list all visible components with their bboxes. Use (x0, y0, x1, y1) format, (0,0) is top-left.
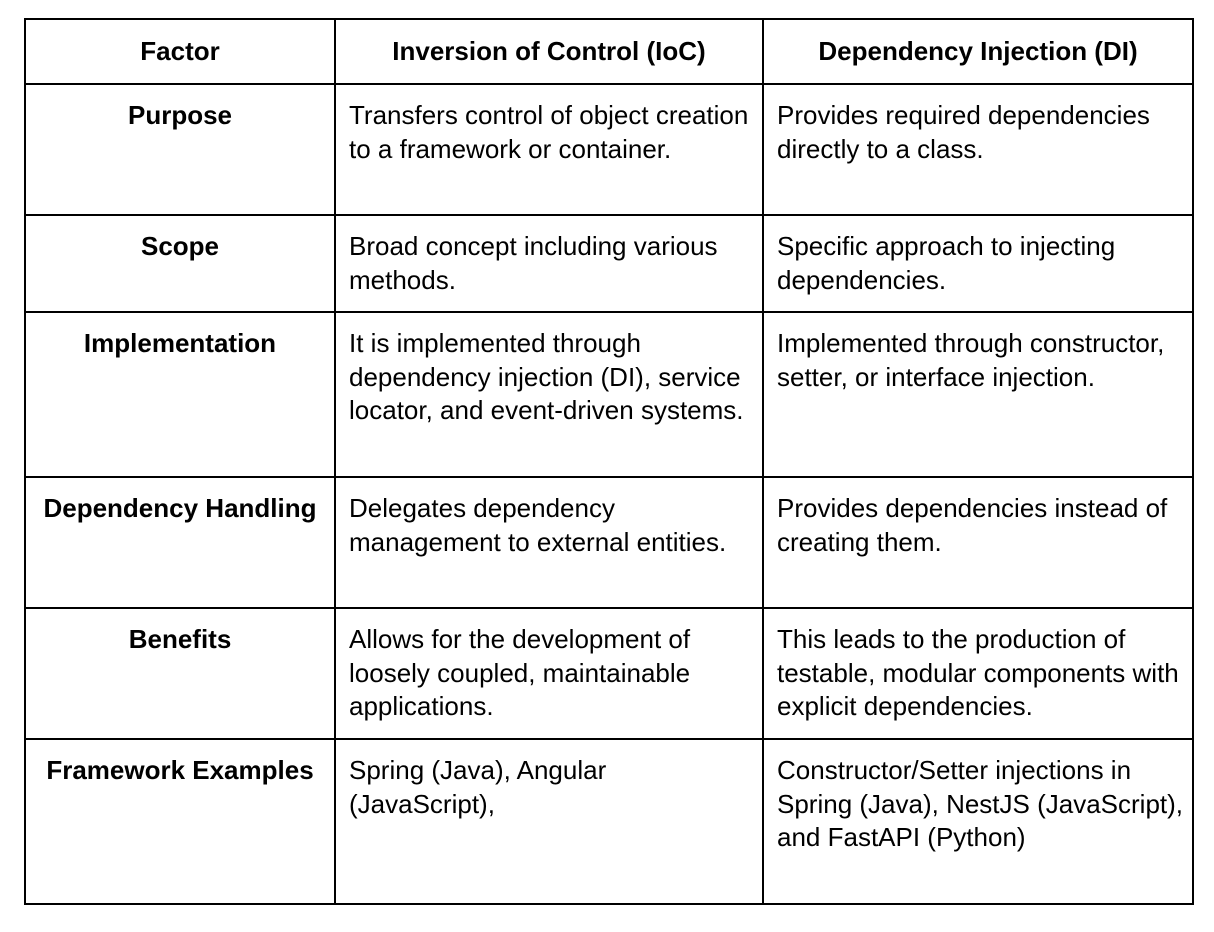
factor-cell: Framework Examples (25, 739, 335, 904)
comparison-table (24, 18, 1194, 905)
di-cell: Provides required dependencies directly to a class. (763, 84, 1193, 215)
ioc-cell: Broad concept including various methods. (335, 215, 763, 312)
factor-cell: Implementation (25, 312, 335, 477)
header-di: Dependency Injection (DI) (763, 19, 1193, 84)
factor-cell: Dependency Handling (25, 477, 335, 608)
table-row (25, 215, 1193, 312)
header-row (25, 19, 1193, 84)
table-row (25, 84, 1193, 215)
factor-cell: Purpose (25, 84, 335, 215)
table-row (25, 312, 1193, 477)
di-cell: This leads to the production of testable, modular components with explicit dependencies. (763, 608, 1193, 739)
table-row (25, 739, 1193, 904)
di-cell: Provides dependencies instead of creating them. (763, 477, 1193, 608)
header-ioc: Inversion of Control (IoC) (335, 19, 763, 84)
ioc-cell: It is implemented through dependency injection (DI), service locator, and event-driven systems. (335, 312, 763, 477)
ioc-cell: Spring (Java), Angular (JavaScript), (335, 739, 763, 904)
ioc-cell: Transfers control of object creation to a framework or container. (335, 84, 763, 215)
di-cell: Constructor/Setter injections in Spring (Java), NestJS (JavaScript), and FastAPI (Python) (763, 739, 1193, 904)
table-row (25, 477, 1193, 608)
header-factor: Factor (25, 19, 335, 84)
di-cell: Implemented through constructor, setter, or interface injection. (763, 312, 1193, 477)
factor-cell: Scope (25, 215, 335, 312)
ioc-cell: Delegates dependency management to external entities. (335, 477, 763, 608)
factor-cell: Benefits (25, 608, 335, 739)
table-row (25, 608, 1193, 739)
di-cell: Specific approach to injecting dependencies. (763, 215, 1193, 312)
ioc-cell: Allows for the development of loosely coupled, maintainable applications. (335, 608, 763, 739)
